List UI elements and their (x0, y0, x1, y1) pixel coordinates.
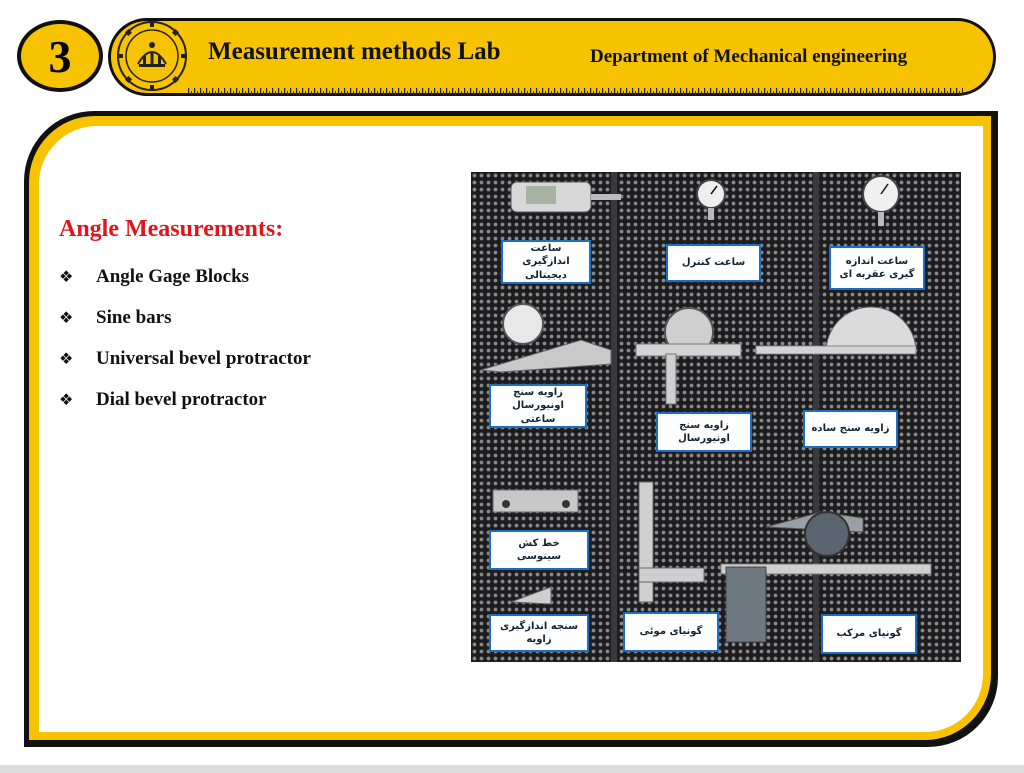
bullet-text: Sine bars (96, 306, 172, 328)
bullet-text: Dial bevel protractor (96, 388, 267, 410)
diamond-bullet-icon: ❖ (59, 308, 74, 327)
label-try-square: گونیای موئی (623, 612, 719, 652)
label-dial-indicator: ساعت اندازه گیری عقربه ای (829, 246, 925, 290)
bullet-text: Universal bevel protractor (96, 347, 311, 369)
bullet-text: Angle Gage Blocks (96, 265, 250, 287)
bullet-item (59, 297, 311, 338)
diamond-bullet-icon: ❖ (59, 267, 74, 286)
slide-number: 3 (17, 20, 103, 92)
label-sine-bar: خط کش سینوسی (489, 530, 589, 570)
bullet-list (59, 256, 311, 420)
university-logo (112, 20, 192, 92)
label-universal-dial-protractor: زاویه سنج اونیورسال ساعتی (489, 384, 587, 428)
bullet-item (59, 338, 311, 379)
label-universal-protractor: زاویه سنج اونیورسال (656, 412, 752, 452)
department-name: Department of Mechanical engineering (590, 46, 908, 67)
ruler-decoration (188, 88, 963, 95)
bottom-strip (0, 765, 1024, 773)
section-heading: Angle Measurements: (59, 216, 284, 242)
bullet-item (59, 379, 311, 420)
label-control-gauge: ساعت کنترل (666, 244, 761, 282)
label-angle-gauge: سنجه اندازگیری زاویه (489, 614, 589, 652)
lab-title: Measurement methods Lab (208, 38, 501, 65)
label-simple-protractor: زاویه سنج ساده (803, 410, 898, 448)
diamond-bullet-icon: ❖ (59, 390, 74, 409)
bullet-item (59, 256, 311, 297)
label-digital-dial-gauge: ساعت اندازگیری دیجیتالی (501, 240, 591, 284)
diamond-bullet-icon: ❖ (59, 349, 74, 368)
instrument-board-photo (471, 172, 961, 662)
label-combination-square: گونیای مرکب (821, 614, 917, 654)
